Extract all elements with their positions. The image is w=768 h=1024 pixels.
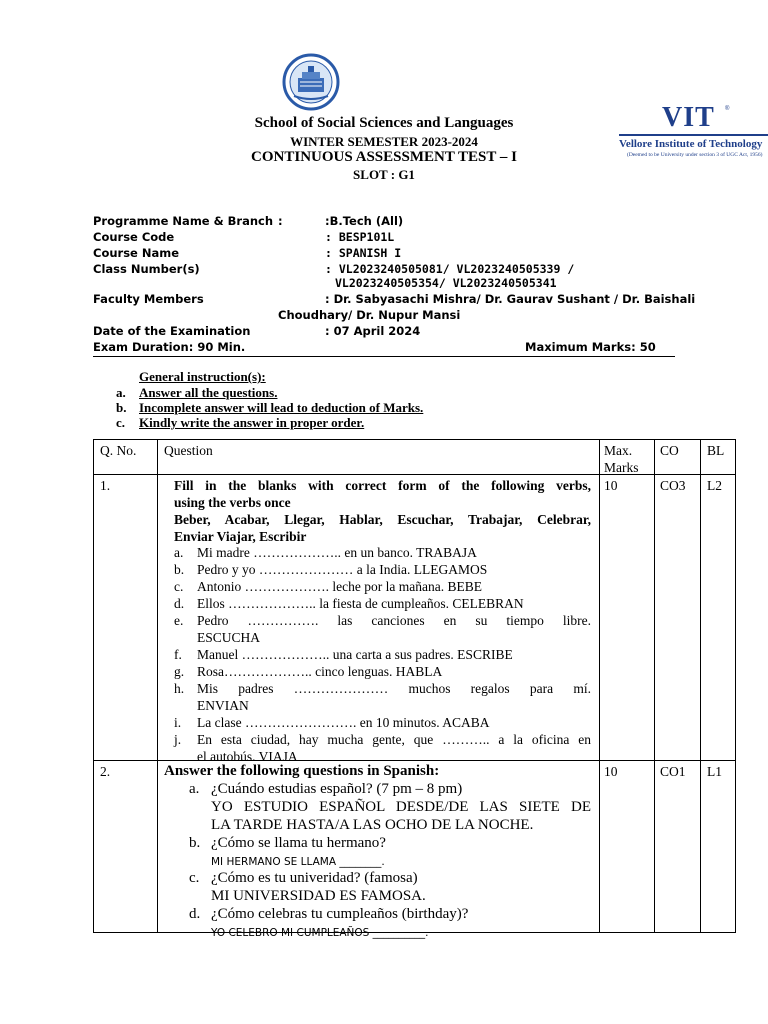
slot-label: SLOT : G1	[353, 167, 415, 182]
question-number: 2.	[100, 764, 111, 779]
logo-name: Vellore Institute of Technology	[619, 138, 763, 150]
programme-value: :B.Tech (All)	[325, 214, 404, 228]
verb-list-line: Enviar Viajar, Escribir	[174, 529, 307, 544]
test-title: CONTINUOUS ASSESSMENT TEST – I	[251, 149, 517, 165]
header-marks: Marks	[604, 460, 639, 475]
question-table	[93, 439, 736, 939]
list-item: g. Rosa……………….. cinco lenguas. HABLA	[174, 664, 443, 679]
school-title: School of Social Sciences and Languages	[254, 115, 514, 131]
exam-duration: Exam Duration: 90 Min.	[93, 340, 246, 354]
header-max: Max.	[604, 443, 633, 458]
list-item: b. Pedro y yo ………………… a la India. LLEGAMOS	[174, 562, 488, 577]
logo-tagline: (Deemed to be University under section 3 of UGC Act, 1956)	[627, 152, 763, 158]
instructions-title: General instruction(s):	[139, 369, 266, 384]
faculty-value-2: Choudhary/ Dr. Nupur Mansi	[278, 308, 461, 322]
table-col-divider	[599, 440, 600, 932]
exam-date-value: : 07 April 2024	[325, 324, 421, 338]
question-heading-line: using the verbs once	[174, 495, 291, 510]
course-code-value: : BESP101L	[325, 230, 395, 244]
question-marks: 10	[604, 764, 618, 779]
vit-seal-icon	[282, 52, 340, 112]
list-item: f. Manuel ……………….. una carta a sus padres. ESCRIBE	[174, 647, 513, 662]
list-item: e. Pedro ……………. las canciones en su tiempo libre. ESCUCHA	[174, 613, 591, 645]
question-bl: L1	[707, 764, 722, 779]
list-item: d. ¿Cómo celebras tu cumpleaños (birthday)? YO CELEBRO MI CUMPLEAÑOS __________.	[189, 906, 469, 939]
faculty-label: Faculty Members	[93, 292, 204, 306]
class-number-label: Class Number(s)	[93, 262, 200, 276]
list-item: c. ¿Cómo es tu univeridad? (famosa) MI UNIVERSIDAD ES FAMOSA.	[189, 870, 426, 904]
exam-date-label: Date of the Examination	[93, 324, 251, 338]
course-code-label: Course Code	[93, 230, 175, 244]
max-marks: Maximum Marks: 50	[525, 340, 656, 354]
list-item: i. La clase ……………………. en 10 minutos. ACABA	[174, 715, 490, 730]
info-divider	[93, 356, 675, 357]
list-item: c. Antonio ………………. leche por la mañana. BEBE	[174, 579, 482, 594]
faculty-value-1: : Dr. Sabyasachi Mishra/ Dr. Gaurav Sushant / Dr. Baishali	[325, 292, 696, 306]
header-bl: BL	[707, 443, 725, 458]
question-heading	[174, 477, 591, 545]
table-col-divider	[157, 440, 158, 932]
list-item: b. ¿Cómo se llama tu hermano? MI HERMANO SE LLAMA ________.	[189, 835, 386, 868]
list-item: d. Ellos ……………….. la fiesta de cumpleaños. CELEBRAN	[174, 596, 524, 611]
question-co: CO3	[660, 478, 686, 493]
course-name-value: : SPANISH I	[325, 246, 402, 260]
list-item: j. En esta ciudad, hay mucha gente, que ……….. a la oficina en el autobús. VIAJA	[174, 732, 591, 764]
header-question: Question	[164, 443, 213, 458]
sub-question-list	[174, 544, 591, 765]
class-number-value-1: : VL2023240505081/ VL2023240505339 /	[325, 262, 575, 276]
verb-list-line: Beber, Acabar, Llegar, Hablar, Escuchar, Trabajar, Celebrar,	[174, 512, 591, 527]
sub-question-list	[189, 780, 591, 941]
question-heading: Answer the following questions in Spanish:	[164, 763, 440, 779]
semester-title: WINTER SEMESTER 2023-2024	[290, 134, 478, 149]
programme-colon: :	[278, 214, 283, 228]
table-col-divider	[654, 440, 655, 932]
list-item: a. Mi madre ……………….. en un banco. TRABAJA	[174, 545, 477, 560]
header-qno: Q. No.	[100, 443, 137, 458]
class-number-value-2: VL2023240505354/ VL2023240505341	[335, 276, 557, 290]
logo-registered-mark: ®	[725, 106, 730, 112]
list-item: h. Mis padres ………………… muchos regalos para mí. ENVIAN	[174, 681, 591, 713]
question-marks: 10	[604, 478, 618, 493]
header-co: CO	[660, 443, 679, 458]
question-co: CO1	[660, 764, 686, 779]
table-row-divider	[94, 474, 735, 475]
programme-label: Programme Name & Branch	[93, 214, 274, 228]
logo-brand: VIT	[662, 102, 715, 133]
question-bl: L2	[707, 478, 722, 493]
list-item: a. ¿Cuándo estudias español? (7 pm – 8 pm) YO ESTUDIO ESPAÑOL DESDE/DE LAS SIETE DE LA TARDE HASTA/A LAS OCHO DE LA NOCHE.	[189, 781, 591, 833]
course-name-label: Course Name	[93, 246, 180, 260]
question-heading-line: Fill in the blanks with correct form of the following verbs,	[174, 478, 591, 493]
question-number: 1.	[100, 478, 111, 493]
table-col-divider	[700, 440, 701, 932]
